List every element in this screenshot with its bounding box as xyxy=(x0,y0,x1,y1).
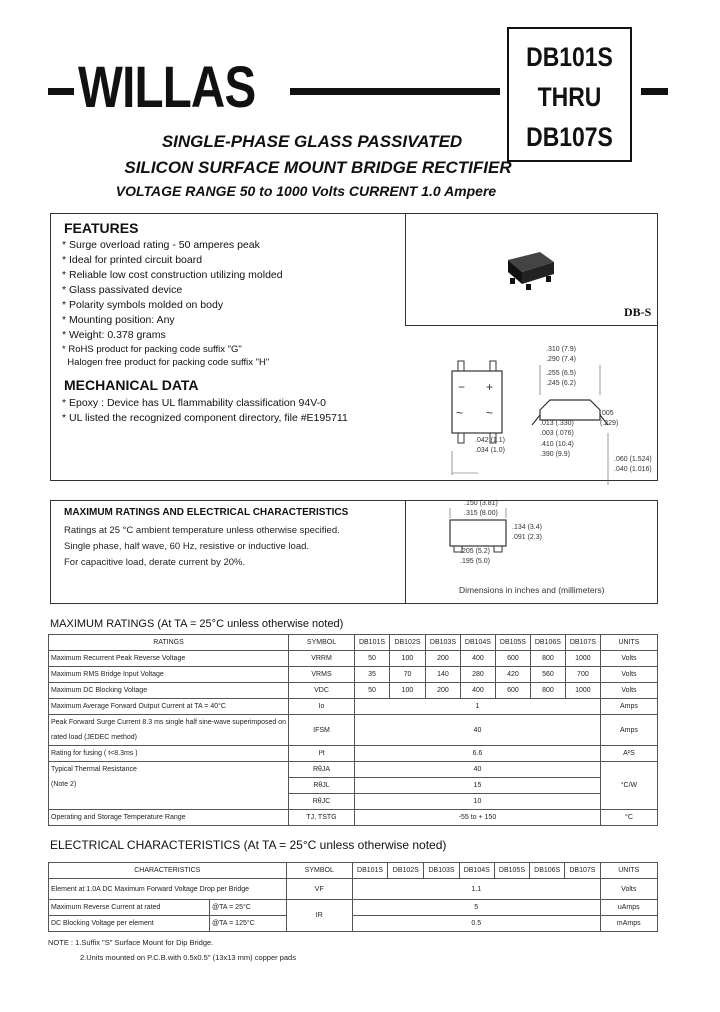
feature-item: * Ideal for printed circuit board xyxy=(62,254,203,266)
row-symbol: VRRM xyxy=(289,651,355,667)
model-from: DB101S xyxy=(526,42,613,72)
svg-text:~: ~ xyxy=(486,406,494,420)
elec-char-table xyxy=(48,862,658,932)
cell: 140 xyxy=(425,667,460,683)
cell: 5 xyxy=(352,900,600,916)
cell: 200 xyxy=(425,683,460,699)
row-label: Rating for fusing ( t<8.3ms ) xyxy=(49,746,289,762)
row-label-line: (Note 2) xyxy=(51,781,77,788)
table-row xyxy=(49,667,658,683)
note-1: NOTE : 1.Suffix "S" Surface Mount for Dip Bridge. xyxy=(48,938,214,947)
ratings-note: Single phase, half wave, 60 Hz, resistive or inductive load. xyxy=(64,541,310,552)
cell: 200 xyxy=(425,651,460,667)
row-symbol: IFSM xyxy=(289,715,355,746)
row-symbol: VDC xyxy=(289,683,355,699)
row-unit: uAmps xyxy=(600,900,657,916)
ratings-note: Ratings at 25 °C ambient temperature unless otherwise specified. xyxy=(64,525,340,536)
cell: -55 to + 150 xyxy=(355,810,601,826)
row-unit: mAmps xyxy=(600,916,657,932)
table-row xyxy=(49,683,658,699)
col-header: DB105S xyxy=(495,635,530,651)
row-symbol: VRMS xyxy=(289,667,355,683)
row-symbol: IR xyxy=(286,900,352,932)
col-header: DB102S xyxy=(388,863,424,879)
cell: 1000 xyxy=(565,683,600,699)
col-header: SYMBOL xyxy=(289,635,355,651)
row-unit: A²S xyxy=(600,746,657,762)
dim-label: .042 (1.1) xyxy=(475,437,505,444)
row-unit: Amps xyxy=(600,699,657,715)
features-divider xyxy=(405,213,406,326)
feature-item: * Surge overload rating - 50 amperes peak xyxy=(62,239,260,251)
title-line-1: SINGLE-PHASE GLASS PASSIVATED xyxy=(161,132,463,151)
row-symbol: RθJC xyxy=(289,794,355,810)
cell: 1.1 xyxy=(352,879,600,900)
dim-label: .390 (9.9) xyxy=(540,451,570,458)
feature-item: Halogen free product for packing code suffix "H" xyxy=(62,357,270,368)
dim-label: .195 (5.0) xyxy=(460,558,490,565)
dim-label: .040 (1.016) xyxy=(614,466,652,473)
ratings-note: For capacitive load, derate current by 20%. xyxy=(64,557,246,568)
col-header: UNITS xyxy=(600,863,657,879)
cell: 100 xyxy=(389,683,425,699)
row-unit: °C xyxy=(600,810,657,826)
model-thru: THRU xyxy=(537,82,602,112)
dim-label: .245 (6.2) xyxy=(546,380,576,387)
row-label: Maximum DC Blocking Voltage xyxy=(49,683,289,699)
cell: 50 xyxy=(355,651,390,667)
feature-item: * Polarity symbols molded on body xyxy=(62,299,224,311)
dim-label: .410 (10.4) xyxy=(540,441,574,448)
feature-item: * Reliable low cost construction utilizing molded xyxy=(62,269,283,281)
feature-item: * Mounting position: Any xyxy=(62,314,175,326)
row-unit: Volts xyxy=(600,683,657,699)
ratings-divider xyxy=(405,500,406,604)
row-label: Maximum RMS Bridge Input Voltage xyxy=(49,667,289,683)
cell: 420 xyxy=(495,667,530,683)
svg-text:~: ~ xyxy=(456,406,464,420)
mechanical-item: * UL listed the recognized component directory, file #E195711 xyxy=(62,412,348,424)
table-row xyxy=(49,746,658,762)
row-label-line: rated load (JEDEC method) xyxy=(51,734,137,741)
row-unit: Volts xyxy=(600,667,657,683)
cell: 50 xyxy=(355,683,390,699)
table-row xyxy=(49,715,658,746)
table-header-row xyxy=(49,635,658,651)
row-unit: °C/W xyxy=(600,762,657,810)
row-unit: Volts xyxy=(600,651,657,667)
dimensions-note: Dimensions in inches and (millimeters) xyxy=(459,585,605,595)
mechanical-list xyxy=(62,396,348,426)
col-header: DB104S xyxy=(460,635,495,651)
elec-char-title: ELECTRICAL CHARACTERISTICS (At TA = 25°C unless otherwise noted) xyxy=(50,838,447,852)
cell: 800 xyxy=(530,683,565,699)
cell: 100 xyxy=(389,651,425,667)
max-ratings-title: MAXIMUM RATINGS (At TA = 25°C unless otherwise noted) xyxy=(50,618,344,630)
row-label: Maximum Average Forward Output Current at TA = 40°C xyxy=(49,699,289,715)
dim-label: .290 (7.4) xyxy=(546,356,576,363)
svg-text:−: − xyxy=(458,380,466,394)
col-header: UNITS xyxy=(600,635,657,651)
features-list xyxy=(62,238,283,369)
row-condition: @TA = 25°C xyxy=(210,900,287,916)
logo-bar-left xyxy=(48,88,74,95)
dim-label: (.229) xyxy=(600,420,619,427)
features-heading: FEATURES xyxy=(64,220,139,236)
dim-label: .255 (6.5) xyxy=(546,370,576,377)
dim-label: .315 (8.00) xyxy=(464,510,498,517)
cell: 600 xyxy=(495,683,530,699)
row-condition: @TA = 125°C xyxy=(210,916,287,932)
col-header: CHARACTERISTICS xyxy=(49,863,287,879)
table-row xyxy=(49,900,658,916)
row-symbol: VF xyxy=(286,879,352,900)
dim-label: .310 (7.9) xyxy=(546,346,576,353)
dim-label: .091 (2.3) xyxy=(512,534,542,541)
package-photo xyxy=(500,248,560,294)
cell: 280 xyxy=(460,667,495,683)
cell: 0.5 xyxy=(352,916,600,932)
col-header: DB103S xyxy=(425,635,460,651)
col-header: DB106S xyxy=(530,863,565,879)
row-label-line: Typical Thermal Resistance xyxy=(51,766,137,773)
col-header: DB107S xyxy=(565,635,600,651)
cell: 40 xyxy=(355,762,601,778)
dim-label: .034 (1.0) xyxy=(475,447,505,454)
dim-label: .013 (.330) xyxy=(540,420,574,427)
dim-label: .060 (1.524) xyxy=(614,456,652,463)
cell: 70 xyxy=(389,667,425,683)
cell: 15 xyxy=(355,778,601,794)
cell: 1 xyxy=(355,699,601,715)
row-label xyxy=(49,762,289,810)
row-unit: Volts xyxy=(600,879,657,900)
dim-label: .150 (3.81) xyxy=(464,500,498,507)
row-symbol: I²t xyxy=(289,746,355,762)
cell: 700 xyxy=(565,667,600,683)
feature-item: * Weight: 0.378 grams xyxy=(62,329,166,341)
table-row xyxy=(49,762,658,778)
row-symbol: RθJA xyxy=(289,762,355,778)
cell: 560 xyxy=(530,667,565,683)
table-row xyxy=(49,651,658,667)
cell: 400 xyxy=(460,651,495,667)
feature-item: * RoHS product for packing code suffix "G" xyxy=(62,344,242,355)
col-header: DB104S xyxy=(459,863,494,879)
col-header: DB105S xyxy=(494,863,529,879)
col-header: DB103S xyxy=(424,863,459,879)
col-header: DB101S xyxy=(355,635,390,651)
mechanical-heading: MECHANICAL DATA xyxy=(64,377,199,393)
row-label-line: Peak Forward Surge Current 8.3 ms single half sine-wave superimposed on xyxy=(51,719,287,726)
row-symbol: Io xyxy=(289,699,355,715)
table-row xyxy=(49,879,658,900)
cell: 10 xyxy=(355,794,601,810)
cell: 6.6 xyxy=(355,746,601,762)
package-image-divider xyxy=(405,325,658,326)
row-unit: Amps xyxy=(600,715,657,746)
col-header: DB107S xyxy=(565,863,600,879)
dim-label: .005 xyxy=(600,410,614,417)
row-symbol: RθJL xyxy=(289,778,355,794)
row-label: DC Blocking Voltage per element xyxy=(49,916,210,932)
note-2: 2.Units mounted on P.C.B.with 0.5x0.5" (13x13 mm) copper pads xyxy=(80,953,296,962)
cell: 40 xyxy=(355,715,601,746)
mechanical-item: * Epoxy : Device has UL flammability classification 94V-0 xyxy=(62,397,326,409)
dim-label: .003 (.076) xyxy=(540,430,574,437)
svg-text:+: + xyxy=(486,380,494,394)
dim-label: .205 (5.2) xyxy=(460,548,490,555)
model-to: DB107S xyxy=(526,122,613,152)
col-header: DB102S xyxy=(389,635,425,651)
row-label: Maximum Reverse Current at rated xyxy=(49,900,210,916)
cell: 35 xyxy=(355,667,390,683)
cell: 1000 xyxy=(565,651,600,667)
col-header: DB101S xyxy=(352,863,387,879)
title-line-3: VOLTAGE RANGE 50 to 1000 Volts CURRENT 1.0 Ampere xyxy=(115,183,497,199)
logo-bar-right xyxy=(290,88,500,95)
cell: 400 xyxy=(460,683,495,699)
ratings-title: MAXIMUM RATINGS AND ELECTRICAL CHARACTERISTICS xyxy=(64,507,349,518)
logo-bar-far-right xyxy=(641,88,668,95)
title-line-2: SILICON SURFACE MOUNT BRIDGE RECTIFIER xyxy=(124,158,512,177)
cell: 800 xyxy=(530,651,565,667)
dim-label: .134 (3.4) xyxy=(512,524,542,531)
company-logo: WILLAS xyxy=(78,55,256,120)
max-ratings-table xyxy=(48,634,658,826)
row-label: Element at 1.0A DC Maximum Forward Voltage Drop per Bridge xyxy=(49,879,287,900)
row-label: Maximum Recurrent Peak Reverse Voltage xyxy=(49,651,289,667)
cell: 600 xyxy=(495,651,530,667)
table-header-row xyxy=(49,863,658,879)
col-header: SYMBOL xyxy=(286,863,352,879)
row-label: Operating and Storage Temperature Range xyxy=(49,810,289,826)
table-row xyxy=(49,810,658,826)
table-row xyxy=(49,699,658,715)
col-header: RATINGS xyxy=(49,635,289,651)
col-header: DB106S xyxy=(530,635,565,651)
row-label xyxy=(49,715,289,746)
table-row xyxy=(49,916,658,932)
row-symbol: TJ, TSTG xyxy=(289,810,355,826)
feature-item: * Glass passivated device xyxy=(62,284,183,296)
package-name: DB-S xyxy=(624,305,652,319)
